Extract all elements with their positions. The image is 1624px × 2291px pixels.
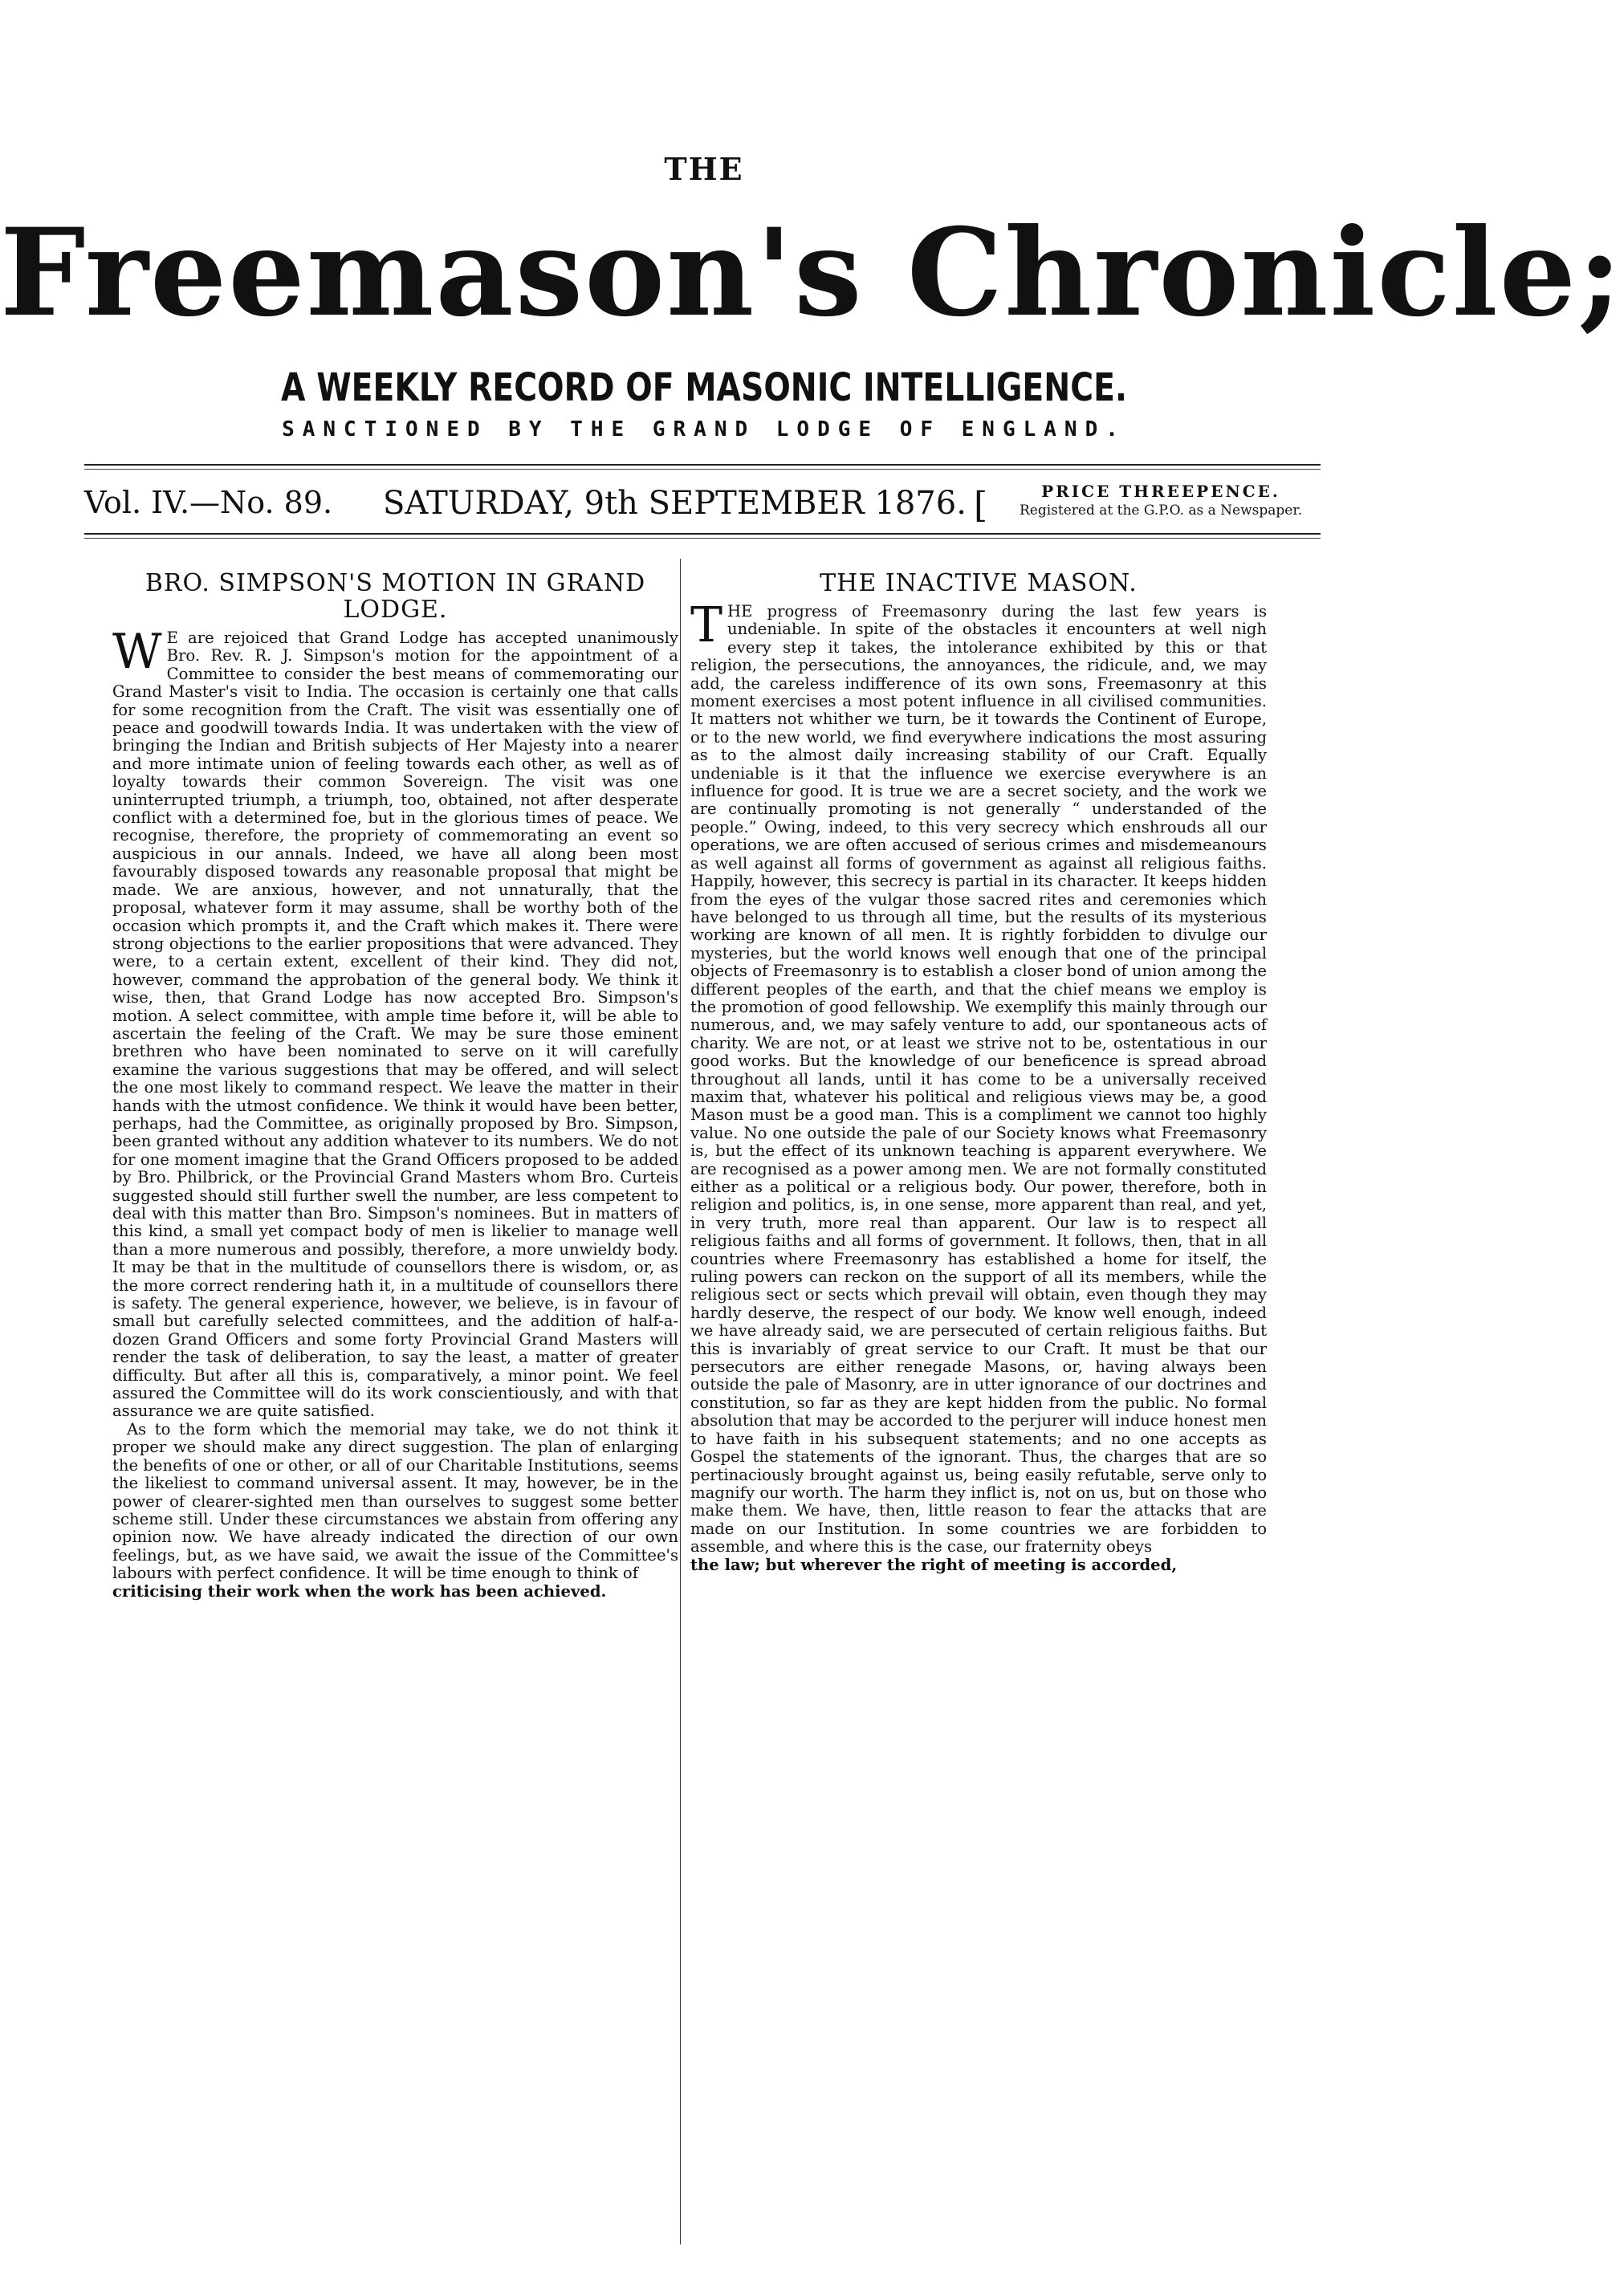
issue-date: SATURDAY, 9th SEPTEMBER 1876.	[383, 485, 967, 522]
left-column	[112, 562, 678, 1601]
price-bracket: [	[974, 485, 988, 526]
right-drop-cap: T	[690, 597, 723, 653]
masthead-sanction: SANCTIONED BY THE GRAND LODGE OF ENGLAND.	[282, 417, 1126, 442]
issue-rule	[84, 533, 1321, 535]
right-last-line: the law; but wherever the right of meeting is accorded,	[690, 1555, 1178, 1574]
issue-line	[84, 480, 1325, 528]
left-last-line: criticising their work when the work has been achieved.	[112, 1581, 607, 1601]
issue-rule-thin	[84, 538, 1321, 539]
left-drop-cap: W	[112, 624, 162, 680]
left-article-headline: BRO. SIMPSON'S MOTION IN GRAND LODGE.	[144, 569, 646, 624]
volume-number: Vol. IV.—No. 89.	[84, 485, 333, 520]
left-paragraph-1	[112, 624, 678, 1421]
right-paragraph-1	[690, 597, 1267, 1556]
top-rule	[84, 464, 1321, 466]
right-article-body	[690, 597, 1267, 1574]
right-column	[690, 562, 1267, 1574]
right-paragraph-1-text: HE progress of Freemasonry during the last few years is undeniable. In spite of the obstacles it encounters at well nigh every step it takes, the intolerance exhibited by this or that religion, the persecutions, the annoyances, the ridicule, and, we may add, the careless indifference of its own sons, Freemasonry at this moment exercises a most potent influence in all civilised communities. It matters not whither we turn, be it towards the Continent of Europe, or to the new world, we find everywhere indications the most assuring as to the almost daily increasing stability of our Craft. Equally undeniable is it that the influence we exercise everywhere is an influence for good. It is true we are a secret society, and the work we are continually promoting is not generally “ understanded of the people.” Owing, indeed, to this very secrecy which enshrouds all our operations, we are often accused of serious crimes and misdemeanours as well against all forms of government as against all religious faiths. Happily, however, this secrecy is partial in its character. It keeps hidden from the eyes of the vulgar those sacred rites and ceremonies which have belonged to us through all time, but the results of its mysterious working are known of all men. It is rightly forbidden to divulge our mysteries, but the world knows well enough that one of the principal objects of Freemasonry is to establish a closer bond of union among the different peoples of the earth, and that the chief means we employ is the promotion of good fellowship. We exemplify this mainly through our numerous, and, we may safely venture to add, our spontaneous acts of charity. We are not, or at least we strive not to be, ostentatious in our good works. But the knowledge of our beneficence is spread abroad throughout all lands, until it has come to be a universally received maxim that, whatever his political and religious views may be, a good Mason must be a good man. This is a compliment we cannot too highly value. No one outside the pale of our Society knows what Freemasonry is, but the effect of its unknown teaching is apparent everywhere. We are recognised as a power among men. We are not formally constituted either as a political or a religious body. Our power, therefore, both in religion and politics, is, in one sense, more apparent than real, and yet, in very truth, more real than apparent. Our law is to respect all religious faiths and all forms of government. It follows, then, that in all countries where Freemasonry has established a home for itself, the ruling powers can reckon on the support of all its members, while the religious sect or sects which prevail will obtain, even though they may hardly deserve, the respect of our body. We know well enough, indeed we have already said, we are persecuted of certain religious faiths. But this is invariably of great service to our Craft. It must be that our persecutors are either renegade Masons, or, having always been outside the pale of Masonry, are in utter ignorance of our doctrines and constitution, so far as they are kept hidden from the public. No formal absolution that may be accorded to the perjurer will induce honest men to have faith in his subsequent statements; and no one accepts as Gospel the statements of the ignorant. Thus, the charges that are so pertinaciously brought against us, being easily refutable, serve only to magnify our worth. The harm they inflict is, not on us, but on those who make them. We have, then, little reason to fear the attacks that are made on our Institution. In some countries we are forbidden to assemble, and where this is the case, our fraternity obeys	[690, 602, 1267, 1556]
left-paragraph-1-text: E are rejoiced that Grand Lodge has accepted unanimously Bro. Rev. R. J. Simpson's motion for the appointment of a Committee to consider the best means of commemorating our Grand Master's visit to India. The occasion is certainly one that calls for some recognition from the Craft. The visit was essentially one of peace and goodwill towards India. It was undertaken with the view of bringing the Indian and British subjects of Her Majesty into a nearer and more intimate union of feeling towards each other, as well as of loyalty towards their common Sovereign. The visit was one uninterrupted triumph, a triumph, too, obtained, not after desperate conflict with a determined foe, but in the glorious times of peace. We recognise, therefore, the propriety of commemorating an event so auspicious in our annals. Indeed, we have all along been most favourably disposed towards any reasonable proposal that might be made. We are anxious, however, and not unnaturally, that the proposal, whatever form it may assume, shall be worthy both of the occasion which prompts it, and the Craft which makes it. There were strong objections to the earlier propositions that were advanced. They were, to a certain extent, excellent of their kind. They did not, however, command the approbation of the general body. We think it wise, then, that Grand Lodge has now accepted Bro. Simpson's motion. A select committee, with ample time before it, will be able to ascertain the feeling of the Craft. We may be sure those eminent brethren who have been nominated to serve on it will carefully examine the various suggestions that may be offered, and will select the one most likely to command respect. We leave the matter in their hands with the utmost confidence. We think it would have been better, perhaps, had the Committee, as originally proposed by Bro. Simpson, been granted without any addition whatever to its numbers. We do not for one moment imagine that the Grand Officers proposed to be added by Bro. Philbrick, or the Provincial Grand Masters whom Bro. Curteis suggested should still further swell the number, are less competent to deal with this matter than Bro. Simpson's nominees. But in matters of this kind, a small yet compact body of men is likelier to manage well than a more numerous and possibly, therefore, a more unwieldy body. It may be that in the multitude of counsellors there is wisdom, or, as the more correct rendering hath it, in a multitude of counsellors there is safety. The general experience, however, we believe, is in favour of small but carefully selected committees, and the addition of half-a-dozen Grand Officers and some forty Provincial Grand Masters will render the task of deliberation, to say the least, a matter of greater difficulty. But after all this is, comparatively, a minor point. We feel assured the Committee will do its work conscientiously, and with that assurance we are quite satisfied.	[112, 629, 678, 1421]
column-divider	[680, 559, 681, 2244]
left-paragraph-2: As to the form which the memorial may take, we do not think it proper we should make any direct suggestion. The plan of enlarging the benefits of one or other, or all of our Charitable Institutions, seems the likeliest to command universal assent. It may, however, be in the power of clearer-sighted men than ourselves to suggest some better scheme still. Under these circumstances we abstain from offering any opinion now. We have already indicated the direction of our own feelings, but, as we have said, we await the issue of the Committee's labours with perfect confidence. It will be time enough to think of	[112, 1419, 678, 1583]
masthead-subtitle: A WEEKLY RECORD OF MASONIC INTELLIGENCE.	[281, 365, 1127, 410]
registered-label: Registered at the G.P.O. as a Newspaper.	[1019, 503, 1303, 519]
top-rule-thin	[84, 469, 1321, 470]
right-article-headline: THE INACTIVE MASON.	[820, 569, 1138, 597]
left-article-body	[112, 624, 678, 1601]
masthead-the: THE	[664, 151, 744, 187]
masthead-title: Freemason's Chronicle;	[0, 202, 1624, 344]
price-label: PRICE THREEPENCE.	[1041, 482, 1280, 501]
price-box	[974, 480, 1327, 525]
